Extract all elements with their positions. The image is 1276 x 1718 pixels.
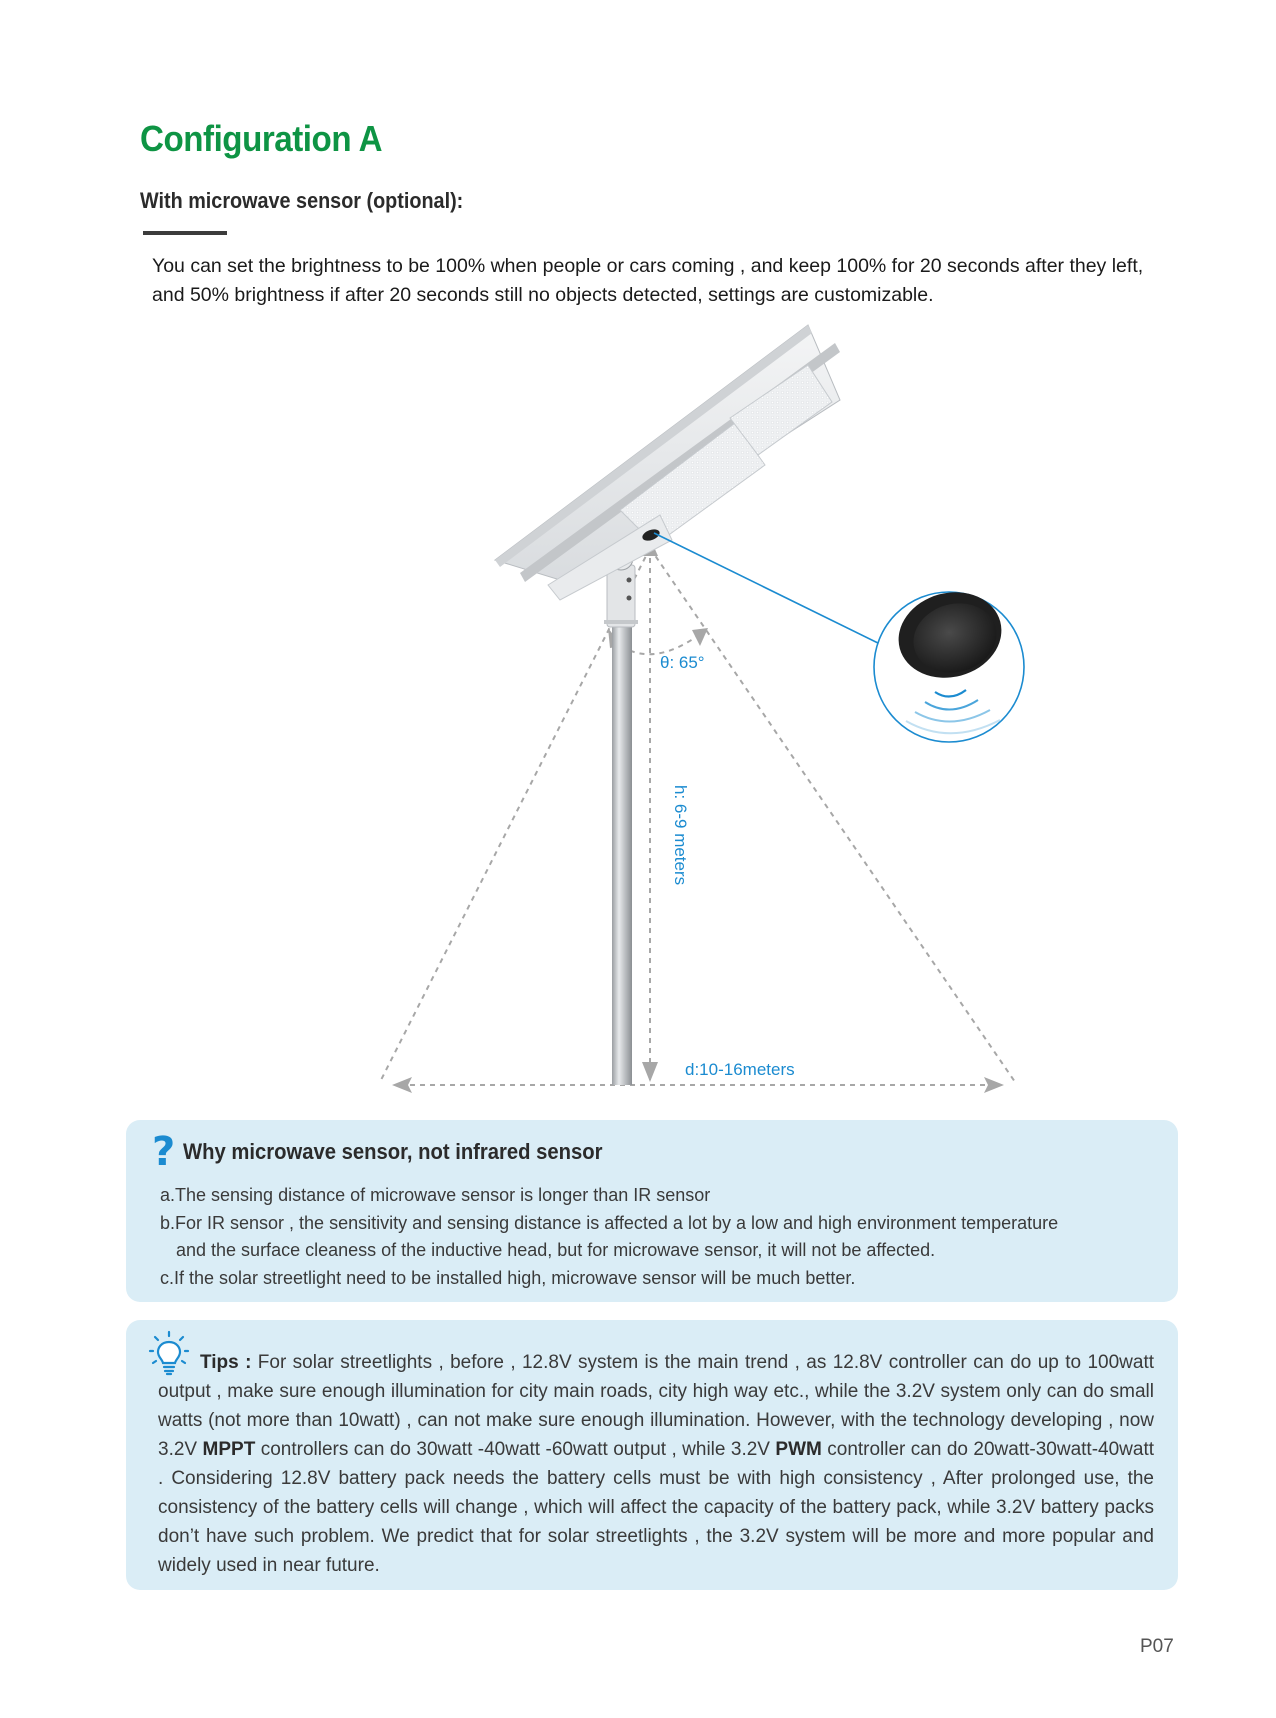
tips-text-part: For solar streetlights , before , 12.8V system is the main trend , as 12.8V controller can do up to 100watt output , make sure enough illumination for city main roads, city high way etc., while the 3.2V system only can do small watts (not more than 10watt) , can not make sure enough illumination. However, with the technology developing , now 3.2V — [158, 1352, 1154, 1460]
why-microwave-box — [126, 1120, 1178, 1302]
section-subtitle: With microwave sensor (optional): — [140, 188, 464, 213]
subtitle-underline — [143, 231, 227, 235]
why-box-title: Why microwave sensor, not infrared sensor — [183, 1139, 603, 1164]
tips-box — [126, 1320, 1178, 1590]
list-item: and the surface cleaness of the inductive head, but for microwave sensor, it will not be affected. — [176, 1240, 936, 1260]
list-item: b.For IR sensor , the sensitivity and sensing distance is affected a lot by a low and high environment temperature — [160, 1212, 1059, 1233]
question-mark-icon: ? — [152, 1129, 176, 1175]
tips-text-part: controller can do 20watt-30watt-40watt . Considering 12.8V battery pack needs the battery cells must be with high consistency , After prolonged use, the consistency of the battery cells will change , which will affect the capacity of the battery pack, while 3.2V battery packs don’t have such problem. We predict that for solar streetlights , the 3.2V system will be more and more popular and widely used in near future. — [158, 1439, 1155, 1576]
mppt-emphasis: MPPT — [202, 1439, 256, 1460]
sensor-zoom-circle — [874, 581, 1024, 742]
streetlight-diagram — [0, 300, 1276, 1100]
lamp-head — [495, 325, 840, 600]
list-item: a.The sensing distance of microwave sensor is longer than IR sensor — [160, 1185, 711, 1205]
intro-paragraph: You can set the brightness to be 100% when people or cars coming , and keep 100% for 20 seconds after they left, and 50% brightness if after 20 seconds still no objects detected, settings are customizable. — [152, 255, 1144, 306]
tips-label: Tips : — [200, 1352, 252, 1373]
pole — [612, 620, 632, 1085]
list-item: c.If the solar streetlight need to be installed high, microwave sensor will be much better. — [160, 1267, 856, 1288]
angle-label: θ: 65° — [660, 653, 705, 672]
sensor-callout-line — [654, 533, 882, 645]
height-label: h: 6-9 meters — [671, 785, 690, 886]
page-title: Configuration A — [140, 118, 383, 159]
distance-label: d:10-16meters — [685, 1060, 795, 1079]
tips-text-part: controllers can do 30watt -40watt -60watt output , while 3.2V — [255, 1439, 776, 1460]
why-box-list — [160, 1182, 1160, 1292]
page-number: P07 — [1140, 1636, 1174, 1657]
tips-paragraph — [158, 1348, 1154, 1580]
pwm-emphasis: PWM — [775, 1439, 822, 1460]
why-box-header — [152, 1129, 639, 1175]
